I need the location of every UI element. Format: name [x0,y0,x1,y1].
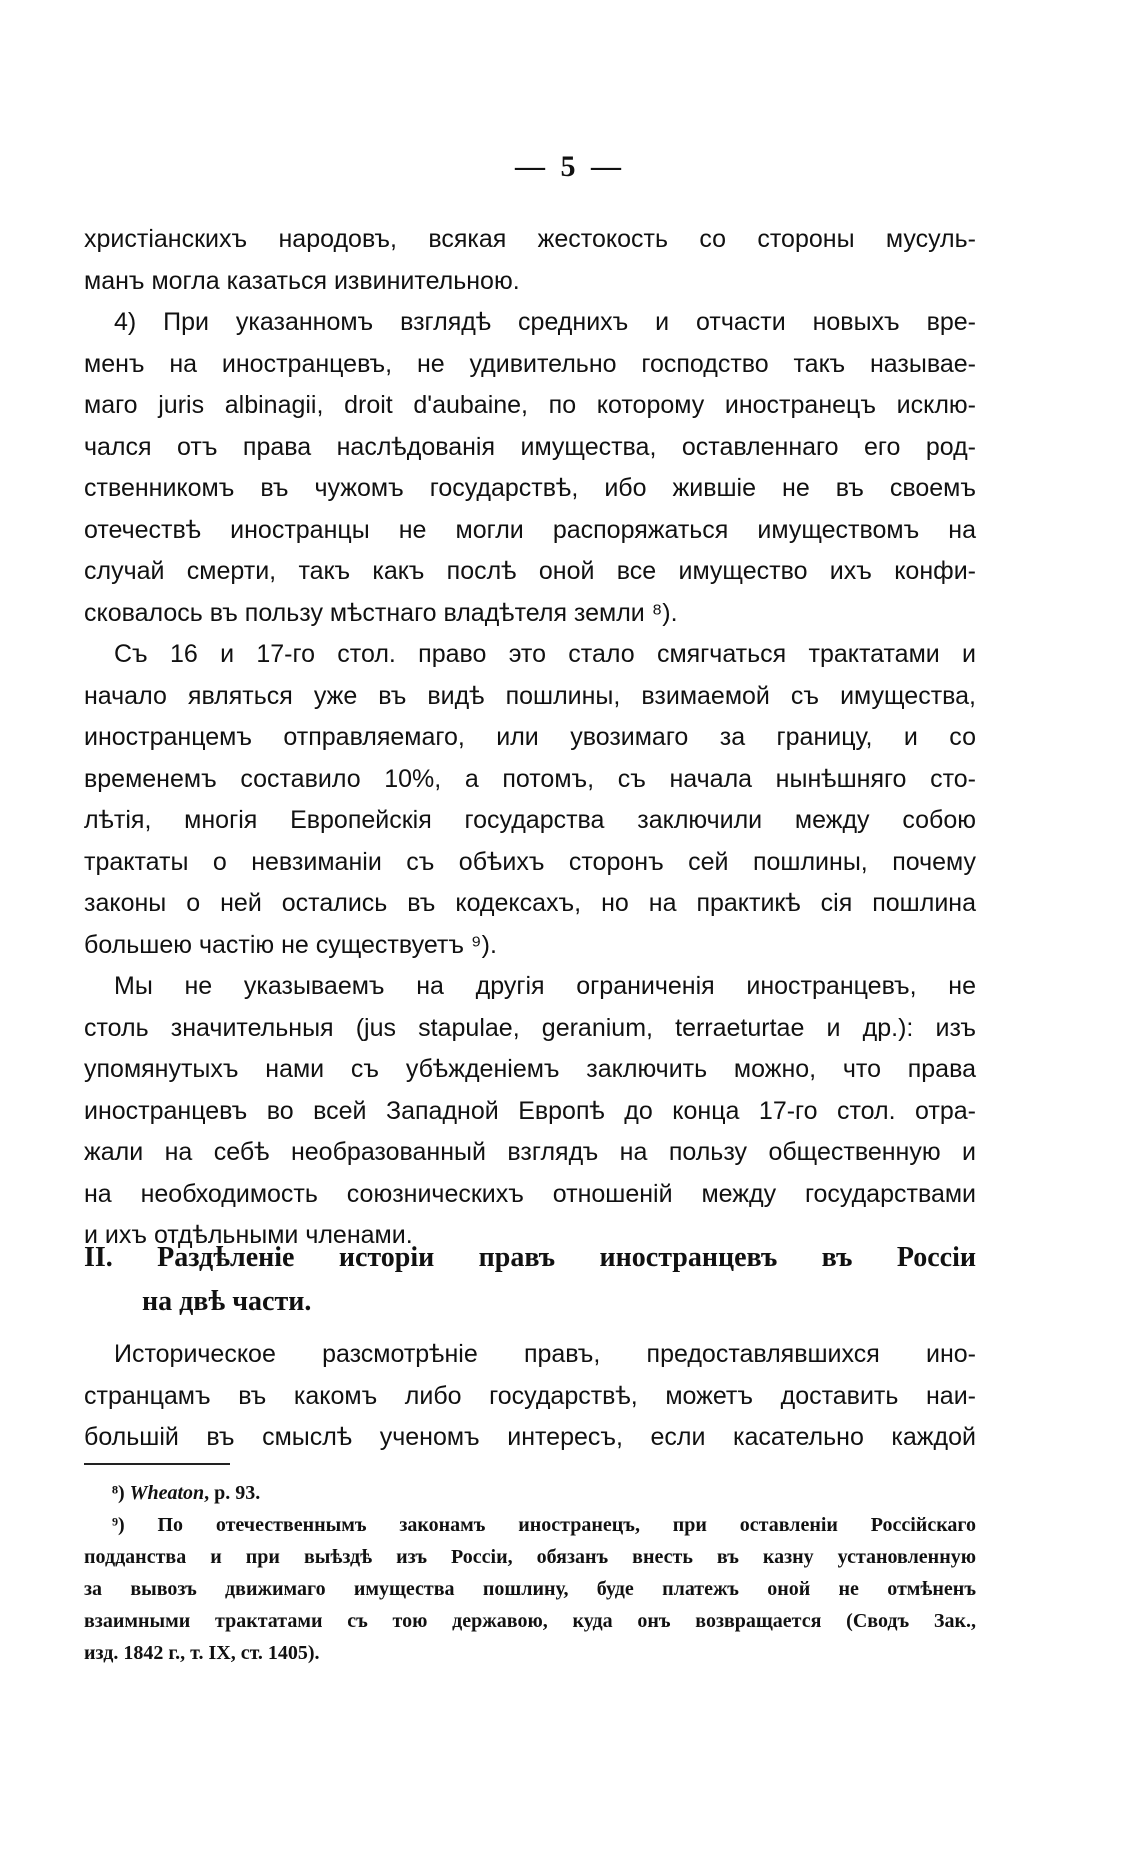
text-line: жали на себѣ необразованный взглядъ на пользу общественную и [84,1138,976,1166]
text-line: большій въ смыслѣ ученомъ интересъ, если касательно каждой [84,1423,976,1451]
text-line: временемъ составило 10%, а потомъ, съ начала нынѣшняго сто- [84,764,976,793]
footnotes [84,1477,976,1669]
text-line: сковалось въ пользу мѣстнаго владѣтеля земли ⁸). [84,598,678,627]
text-line: отечествѣ иностранцы не могли распоряжаться имуществомъ на [84,515,976,544]
paragraph-start: Мы не указываемъ на другія ограниченія иностранцевъ, не [114,972,976,1000]
text-line: христіанскихъ народовъ, всякая жестокость со стороны мусуль- [84,225,976,253]
footnote-line: взаимными трактатами съ тою державою, куда онъ возвращается (Сводъ Зак., [84,1610,976,1632]
footnote-line: подданства и при выѣздѣ изъ Россіи, обязанъ внесть въ казну установленную [84,1546,976,1568]
paragraph-start: Съ 16 и 17-го стол. право это стало смягчаться трактатами и [114,640,976,668]
footnote-line: изд. 1842 г., т. IX, ст. 1405). [84,1642,320,1664]
footnote-9 [84,1509,976,1541]
footnote-text: По отечественнымъ законамъ иностранецъ, при оставленіи Россійскаго [157,1514,976,1536]
paragraph-start: Историческое разсмотрѣніе правъ, предоставлявшихся ино- [114,1340,976,1368]
text-line: иностранцемъ отправляемаго, или увозимаго за границу, и со [84,723,976,751]
text-line: трактаты о невзиманіи съ обѣихъ сторонъ сей пошлины, почему [84,847,976,876]
footnote-author: Wheaton [129,1482,205,1504]
body-text-1 [84,219,976,1257]
footnote-ref: , p. 93. [204,1482,261,1504]
text-line: манъ могла казаться извинительною. [84,266,520,295]
section-heading-line: II. Раздѣленіе исторіи правъ иностранцевъ въ Россіи [84,1242,976,1273]
section-heading [84,1236,976,1324]
footnote-marker: ⁸) [112,1482,125,1504]
text-line: маго juris albinagii, droit d'aubaine, по которому иностранецъ исклю- [84,391,976,419]
text-line: странцамъ въ какомъ либо государствѣ, можетъ доставить наи- [84,1381,976,1410]
page-number: — 5 — [515,150,625,183]
body-text-2 [84,1334,976,1459]
text-line: иностранцевъ во всей Западной Европѣ до конца 17-го стол. отра- [84,1096,976,1125]
text-line: упомянутыхъ нами съ убѣжденіемъ заключить можно, что права [84,1055,976,1083]
text-line: случай смерти, такъ какъ послѣ оной все имущество ихъ конфи- [84,557,976,585]
text-line: чался отъ права наслѣдованія имущества, оставленнаго его род- [84,432,976,461]
footnote-divider [84,1463,230,1465]
text-line: законы о ней остались въ кодексахъ, но на практикѣ сія пошлина [84,889,976,917]
text-line: большею частію не существуетъ ⁹). [84,930,497,959]
paragraph-4-start: 4) При указанномъ взглядѣ среднихъ и отчасти новыхъ вре- [114,308,976,336]
text-line: и ихъ отдѣльными членами. [84,1221,413,1249]
text-line: менъ на иностранцевъ, не удивительно господство такъ называе- [84,349,976,378]
text-line: лѣтія, многія Европейскія государства заключили между собою [84,806,976,834]
text-line: начало являться уже въ видѣ пошлины, взимаемой съ имущества, [84,681,976,710]
footnote-line: за вывозъ движимаго имущества пошлину, буде платежъ оной не отмѣненъ [84,1578,976,1600]
text-line: столь значительныя (jus stapulae, geranium, terraeturtae и др.): изъ [84,1013,976,1042]
section-heading-line: на двѣ части. [142,1286,312,1317]
text-line: на необходимость союзническихъ отношеній между государствами [84,1179,976,1208]
footnote-marker: ⁹) [112,1514,125,1536]
footnote-8 [84,1477,976,1509]
text-line: ственникомъ въ чужомъ государствѣ, ибо жившіе не въ своемъ [84,474,976,502]
